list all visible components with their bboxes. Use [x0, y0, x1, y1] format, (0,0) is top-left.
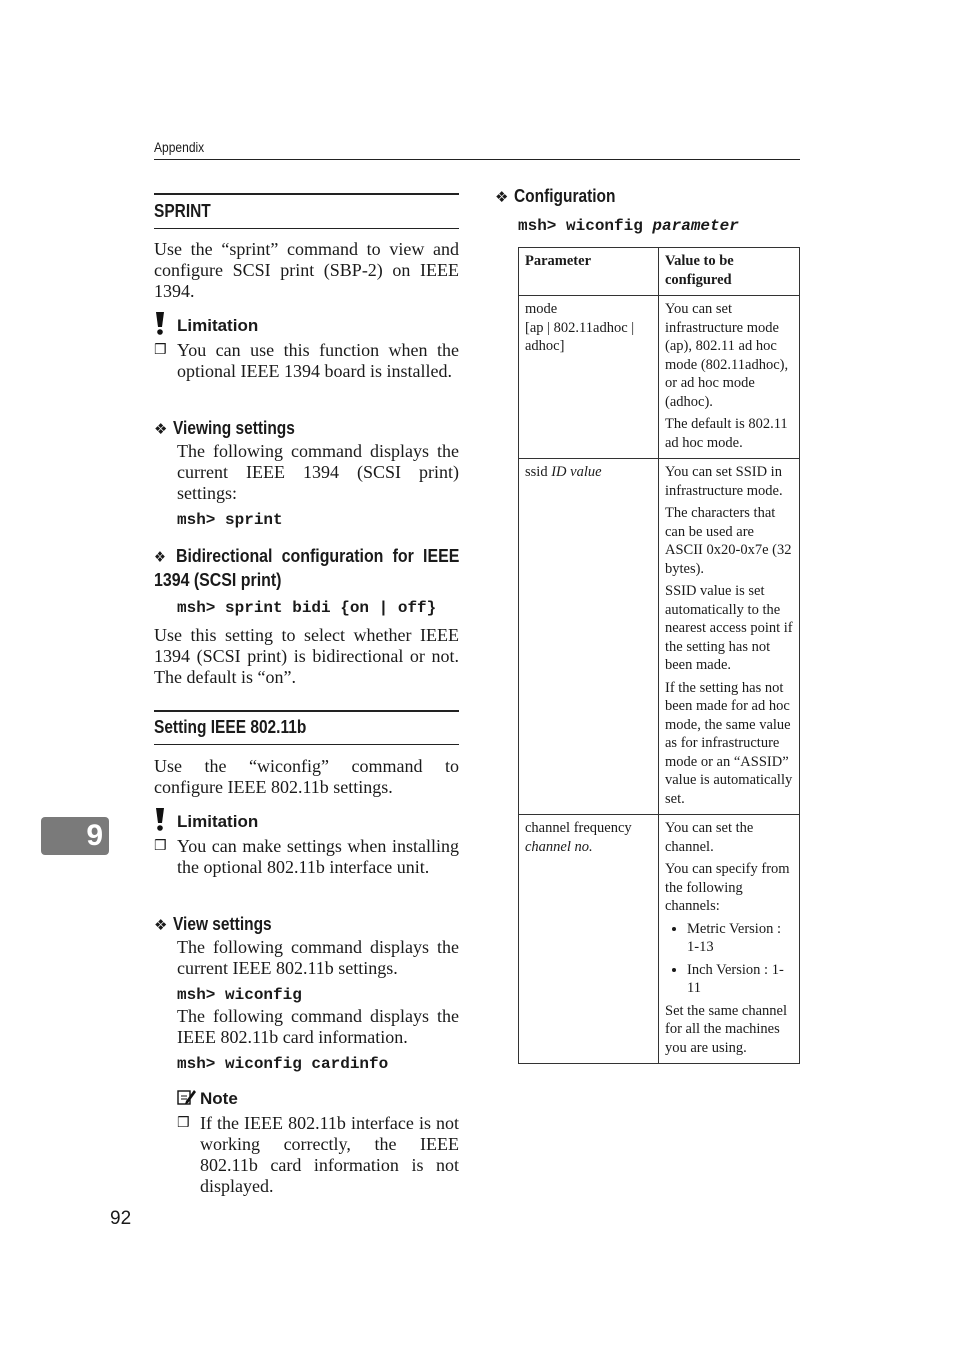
command-wiconfig: msh> wiconfig	[177, 986, 302, 1004]
section-rule-bottom	[154, 744, 459, 745]
param-cell: channel frequency channel no.	[519, 815, 659, 1064]
limitation-heading: Limitation	[177, 316, 259, 335]
limitation-icon	[154, 312, 166, 336]
section-rule-bottom	[154, 228, 459, 229]
configuration-heading: ❖ Configuration	[495, 186, 616, 206]
param-cell: ssid ID value	[519, 459, 659, 815]
view-settings-text: The following command displays the current IEEE 802.11b settings.	[177, 937, 459, 978]
value-cell: You can set SSID in infrastructure mode. The characters that can be used are ASCII 0x20-0x7e (32 bytes). SSID value is set automatically to the nearest access point if the setting has not been made. If the setting has not been made for ad hoc mode, the same value as for infrastructure mode or an “ASSID” value is automatically set.	[659, 459, 800, 815]
viewing-settings-text: The following command displays the current IEEE 1394 (SCSI print) settings:	[177, 441, 459, 503]
viewing-settings-heading: ❖ Viewing settings	[154, 418, 296, 438]
checkbox-icon: ❒	[154, 342, 167, 358]
table-header-row	[519, 248, 800, 296]
section-rule-top	[154, 710, 459, 712]
limitation-item: You can make settings when installing the optional 802.11b interface unit.	[177, 836, 459, 877]
table-row	[519, 815, 800, 1064]
table-header-cell: Value to be configured	[659, 248, 800, 296]
diamond-bullet-icon: ❖	[495, 188, 509, 206]
limitation-item: You can use this function when the optional IEEE 1394 board is installed.	[177, 340, 459, 381]
param-cell: mode [ap | 802.11adhoc | adhoc]	[519, 296, 659, 459]
table-header-cell: Parameter	[519, 248, 659, 296]
running-header: Appendix	[154, 139, 205, 155]
parameter-table	[518, 247, 800, 1064]
diamond-bullet-icon: ❖	[154, 420, 168, 438]
command-wiconfig-cardinfo: msh> wiconfig cardinfo	[177, 1055, 389, 1073]
chapter-number: 9	[86, 819, 103, 852]
list-item: • Inch Version : 1-11	[687, 961, 794, 998]
wifi-intro: Use the “wiconfig” command to configure IEEE 802.11b settings.	[154, 756, 459, 797]
page-number: 92	[110, 1208, 132, 1229]
note-heading: Note	[200, 1089, 238, 1108]
value-cell: You can set infrastructure mode (ap), 802.11 ad hoc mode (802.11adhoc), or ad hoc mode (adhoc). The default is 802.11 ad hoc mode.	[659, 296, 800, 459]
command-wiconfig-parameter: msh> wiconfig parameter	[518, 217, 739, 235]
bidirectional-heading: ❖ Bidirectional configuration for IEEE 1394 (SCSI print)	[154, 546, 460, 590]
table-row	[519, 296, 800, 459]
table-row	[519, 459, 800, 815]
cardinfo-text: The following command displays the IEEE 802.11b card information.	[177, 1006, 459, 1047]
note-item: If the IEEE 802.11b interface is not working correctly, the IEEE 802.11b card information is not displayed.	[200, 1113, 459, 1196]
limitation-icon	[154, 808, 166, 832]
command-sprint: msh> sprint	[177, 511, 283, 529]
section-rule-top	[154, 193, 459, 195]
sprint-intro: Use the “sprint” command to view and configure SCSI print (SBP-2) on IEEE 1394.	[154, 239, 459, 301]
checkbox-icon: ❒	[177, 1115, 190, 1131]
note-pencil-icon	[177, 1088, 197, 1106]
limitation-heading: Limitation	[177, 812, 259, 831]
checkbox-icon: ❒	[154, 838, 167, 854]
view-settings-heading: ❖ View settings	[154, 914, 273, 934]
value-cell: You can set the channel. You can specify from the following channels: • Metric Version : 1-13 • Inch Version : 1-11 Set the same channel for all the machines you are using.	[659, 815, 800, 1064]
header-rule	[154, 159, 800, 160]
diamond-bullet-icon: ❖	[154, 548, 171, 566]
list-item: • Metric Version : 1-13	[687, 920, 794, 957]
command-sprint-bidi: msh> sprint bidi {on | off}	[177, 599, 437, 617]
wifi-section-title: Setting IEEE 802.11b	[154, 717, 307, 737]
sprint-section-title: SPRINT	[154, 201, 211, 221]
channel-list	[665, 920, 794, 998]
diamond-bullet-icon: ❖	[154, 916, 168, 934]
bidirectional-text: Use this setting to select whether IEEE 1394 (SCSI print) is bidirectional or not. The default is “on”.	[154, 625, 459, 687]
